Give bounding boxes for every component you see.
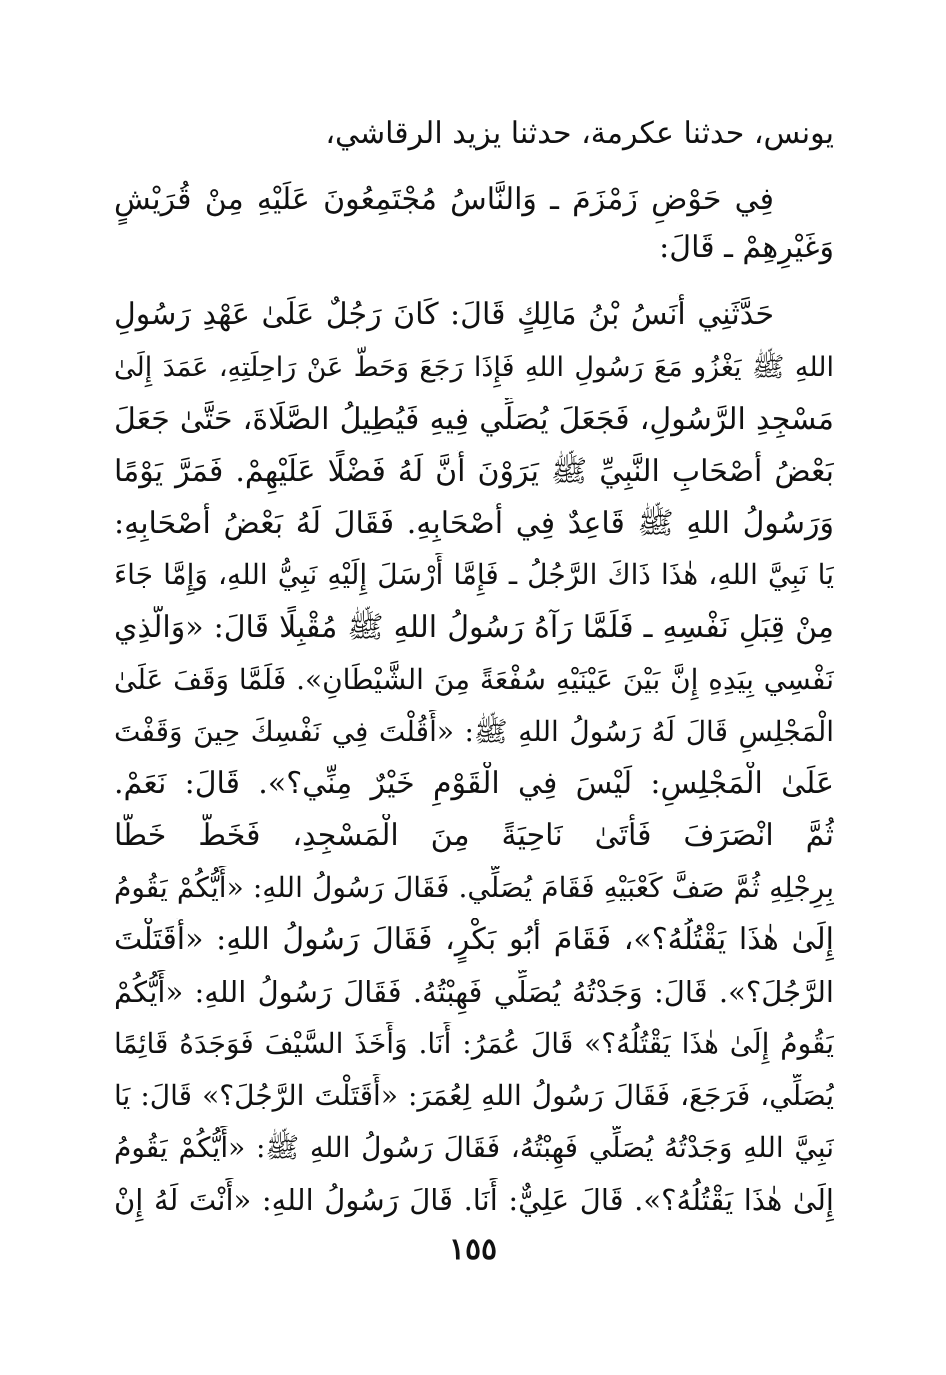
body-line-13: إِلَىٰ هٰذَا يَقْتُلُهُ؟»، فَقَامَ أَبُو بَكْرٍ، فَقَالَ رَسُولُ اللهِ: «أَقَتَلْتَ xyxy=(114,922,834,957)
body-line-8: نَفْسِي بِيَدِهِ إِنَّ بَيْنَ عَيْنَيْهِ سُفْعَةً مِنَ الشَّيْطَانِ». فَلَمَّا وَقَفَ عَلَىٰ xyxy=(114,663,834,696)
body-line-6: يَا نَبِيَّ اللهِ، هٰذَا ذَاكَ الرَّجُلُ ـ فَإِمَّا أَرْسَلَ إِلَيْهِ نَبِيُّ اللهِ، وَإِمَّا جَاءَ xyxy=(114,558,834,591)
body-line-18: إِلَىٰ هٰذَا يَقْتُلُهُ؟». قَالَ عَلِيٌّ: أَنَا. قَالَ رَسُولُ اللهِ: «أَنْتَ لَهُ إِنْ xyxy=(114,1183,834,1217)
body-line-12: بِرِجْلِهِ ثُمَّ صَفَّ كَعْبَيْهِ فَقَامَ يُصَلِّي. فَقَالَ رَسُولُ اللهِ: «أَيُّكُمْ يَقُومُ xyxy=(114,871,834,904)
intro-line-1: فِي حَوْضِ زَمْزَمَ ـ وَالنَّاسُ مُجْتَمِعُونَ عَلَيْهِ مِنْ قُرَيْشٍ xyxy=(114,182,774,217)
body-line-9: الْمَجْلِسِ قَالَ لَهُ رَسُولُ اللهِ ﷺ: «أَقُلْتَ فِي نَفْسِكَ حِينَ وَقَفْتَ xyxy=(114,715,834,748)
body-line-10: عَلَىٰ الْمَجْلِسِ: لَيْسَ فِي الْقَوْمِ خَيْرٌ مِنِّي؟». قَالَ: نَعَمْ. xyxy=(114,766,834,801)
body-line-15: يَقُومُ إِلَىٰ هٰذَا يَقْتُلُهُ؟» قَالَ عُمَرُ: أَنَا. وَأَخَذَ السَّيْفَ فَوَجَدَهُ قَائِمًا xyxy=(114,1027,834,1060)
intro-line-2: وَغَيْرِهِمْ ـ قَالَ: xyxy=(659,230,834,265)
header-line: يونس، حدثنا عكرمة، حدثنا يزيد الرقاشي، xyxy=(325,116,834,151)
body-line-14: الرَّجُلَ؟». قَالَ: وَجَدْتُهُ يُصَلِّي فَهِبْتُهُ. فَقَالَ رَسُولُ اللهِ: «أَيُّكُمْ xyxy=(114,975,834,1009)
body-line-11: ثُمَّ انْصَرَفَ فَأَتَىٰ نَاحِيَةً مِنَ الْمَسْجِدِ، فَخَطَّ خَطًّا xyxy=(114,818,834,853)
body-line-4: بَعْضُ أَصْحَابِ النَّبِيِّ ﷺ يَرَوْنَ أَنَّ لَهُ فَضْلًا عَلَيْهِمْ. فَمَرَّ يَوْمًا xyxy=(114,454,834,489)
body-line-3: مَسْجِدِ الرَّسُولِ، فَجَعَلَ يُصَلِّي فِيهِ فَيُطِيلُ الصَّلَاةَ، حَتَّىٰ جَعَلَ xyxy=(114,402,834,437)
body-line-5: وَرَسُولُ اللهِ ﷺ قَاعِدٌ فِي أَصْحَابِهِ. فَقَالَ لَهُ بَعْضُ أَصْحَابِهِ: xyxy=(114,506,834,541)
body-line-2: اللهِ ﷺ يَغْزُو مَعَ رَسُولِ اللهِ فَإِذَا رَجَعَ وَحَطَّ عَنْ رَاحِلَتِهِ، عَمَدَ إِلَىٰ xyxy=(114,352,834,383)
body-line-1: حَدَّثَنِي أَنَسُ بْنُ مَالِكٍ قَالَ: كَانَ رَجُلٌ عَلَىٰ عَهْدِ رَسُولِ xyxy=(114,297,774,332)
body-line-16: يُصَلِّي، فَرَجَعَ، فَقَالَ رَسُولُ اللهِ لِعُمَرَ: «أَقَتَلْتَ الرَّجُلَ؟» قَالَ: يَا xyxy=(114,1079,834,1112)
body-line-17: نَبِيَّ اللهِ وَجَدْتُهُ يُصَلِّي فَهِبْتُهُ، فَقَالَ رَسُولُ اللهِ ﷺ: «أَيُّكُمْ يَقُومُ xyxy=(114,1131,834,1164)
page-number: ١٥٥ xyxy=(448,1232,498,1267)
body-line-7: مِنْ قِبَلِ نَفْسِهِ ـ فَلَمَّا رَآهُ رَسُولُ اللهِ ﷺ مُقْبِلًا قَالَ: «وَالَّذِي xyxy=(114,610,834,645)
